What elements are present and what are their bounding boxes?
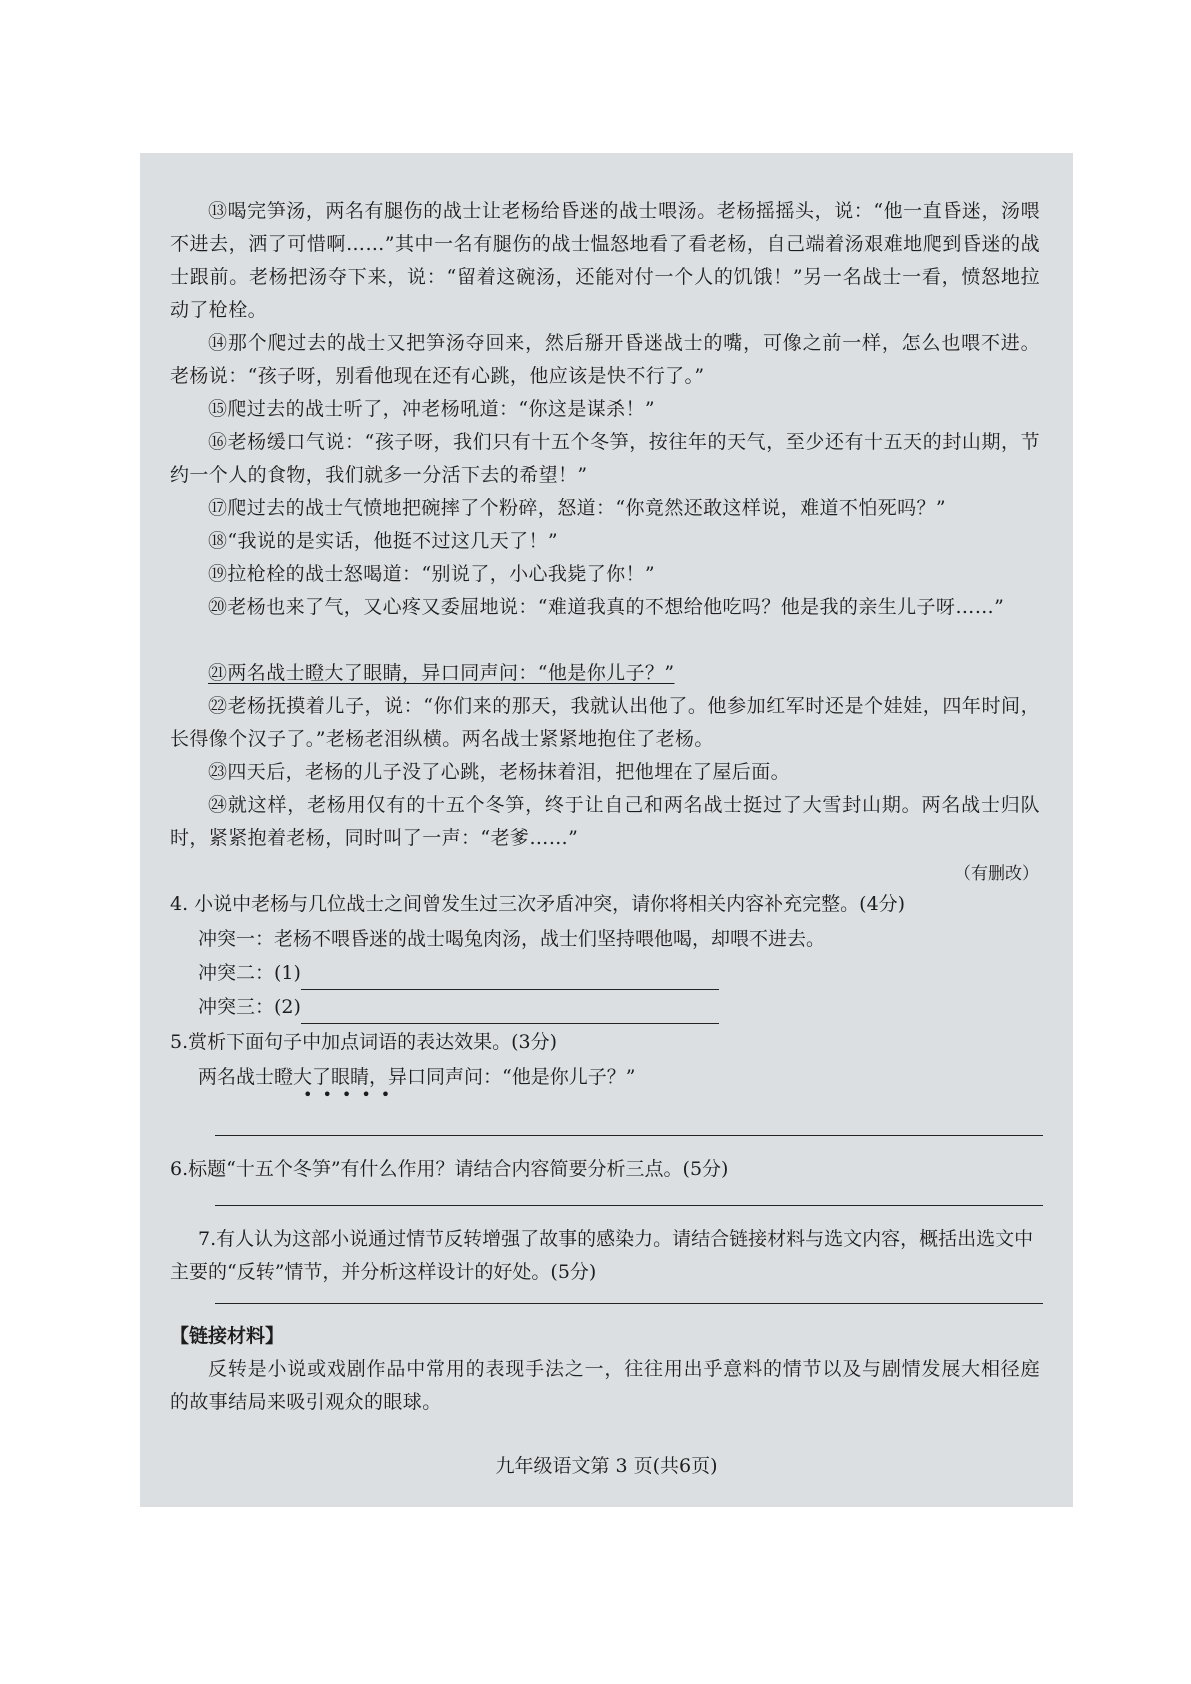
- conflict-one: 冲突一：老杨不喂昏迷的战士喝兔肉汤，战士们坚持喂他喝，却喂不进去。: [198, 928, 826, 950]
- paragraph-19: ⑲拉枪栓的战士怒喝道：“别说了，小心我毙了你！”: [208, 563, 656, 585]
- paragraph-16: ⑯老杨缓口气说：“孩子呀，我们只有十五个冬笋，按往年的天气，至少还有十五天的封山期，节约一个人的食物，我们就多一分活下去的希望！”: [170, 431, 1040, 486]
- paragraph-24: ㉔就这样，老杨用仅有的十五个冬笋，终于让自己和两名战士挺过了大雪封山期。两名战士归队时，紧紧抱着老杨，同时叫了一声：“老爹……”: [170, 794, 1040, 849]
- exam-page: [140, 153, 1073, 1507]
- paragraph-20: ⑳老杨也来了气，又心疼又委屈地说：“难道我真的不想给他吃吗？他是我的亲生儿子呀……”: [208, 596, 1005, 618]
- conflict-two-label: 冲突二：(1): [198, 962, 301, 984]
- paragraph-18: ⑱“我说的是实话，他挺不过这几天了！”: [208, 530, 559, 552]
- question-4: 4. 小说中老杨与几位战士之间曾发生过三次矛盾冲突，请你将相关内容补充完整。(4分): [170, 893, 906, 915]
- paragraph-13: ⑬喝完笋汤，两名有腿伤的战士让老杨给昏迷的战士喂汤。老杨摇摇头，说：“他一直昏迷，汤喂不进去，洒了可惜啊……”其中一名有腿伤的战士愠怒地看了看老杨，自己端着汤艰难地爬到昏迷的战士跟前。老杨把汤夺下来，说：“留着这碗汤，还能对付一个人的饥饿！”另一名战士一看，愤怒地拉动了枪栓。: [170, 200, 1040, 321]
- link-material-text: 反转是小说或戏剧作品中常用的表现手法之一，往往用出乎意料的情节以及与剧情发展大相径庭的故事结局来吸引观众的眼球。: [170, 1358, 1040, 1413]
- source-note: （有删改）: [954, 864, 1039, 884]
- emphasis-dots: •••••: [303, 1085, 401, 1104]
- conflict-three-answer-line[interactable]: [301, 1003, 719, 1024]
- paragraph-15: ⑮爬过去的战士听了，冲老杨吼道：“你这是谋杀！”: [208, 398, 656, 420]
- conflict-three: [198, 991, 1038, 1024]
- link-material-heading: 【链接材料】: [170, 1325, 285, 1347]
- paragraph-21: [170, 657, 1040, 690]
- question-5-sentence: 两名战士瞪大了眼睛，异口同声问：“他是你儿子？”: [198, 1066, 636, 1088]
- paragraph-22: ㉒老杨抚摸着儿子，说：“你们来的那天，我就认出他了。他参加红军时还是个娃娃，四年时间，长得像个汉子了。”老杨老泪纵横。两名战士紧紧地抱住了老杨。: [170, 695, 1040, 750]
- question-7: 7.有人认为这部小说通过情节反转增强了故事的感染力。请结合链接材料与选文内容，概括出选文中主要的“反转”情节，并分析这样设计的好处。(5分): [170, 1228, 1034, 1283]
- question-6-answer-line[interactable]: [215, 1205, 1043, 1206]
- question-6: 6.标题“十五个冬笋”有什么作用？请结合内容简要分析三点。(5分): [170, 1158, 729, 1180]
- conflict-two: [198, 957, 1038, 990]
- paragraph-17: ⑰爬过去的战士气愤地把碗摔了个粉碎，怒道：“你竟然还敢这样说，难道不怕死吗？”: [208, 497, 947, 519]
- question-5-answer-line[interactable]: [215, 1135, 1043, 1136]
- paragraph-14: ⑭那个爬过去的战士又把笋汤夺回来，然后掰开昏迷战士的嘴，可像之前一样，怎么也喂不进。老杨说：“孩子呀，别看他现在还有心跳，他应该是快不行了。”: [170, 332, 1040, 387]
- conflict-two-answer-line[interactable]: [301, 969, 719, 990]
- question-5: 5.赏析下面句子中加点词语的表达效果。(3分): [170, 1031, 558, 1053]
- conflict-three-label: 冲突三：(2): [198, 996, 301, 1018]
- paragraph-23: ㉓四天后，老杨的儿子没了心跳，老杨抹着泪，把他埋在了屋后面。: [208, 761, 791, 783]
- page-footer: 九年级语文第 3 页(共6页): [495, 1455, 718, 1477]
- underlined-sentence: ㉑两名战士瞪大了眼睛，异口同声问：“他是你儿子？”: [208, 662, 675, 684]
- question-7-answer-line[interactable]: [215, 1303, 1043, 1304]
